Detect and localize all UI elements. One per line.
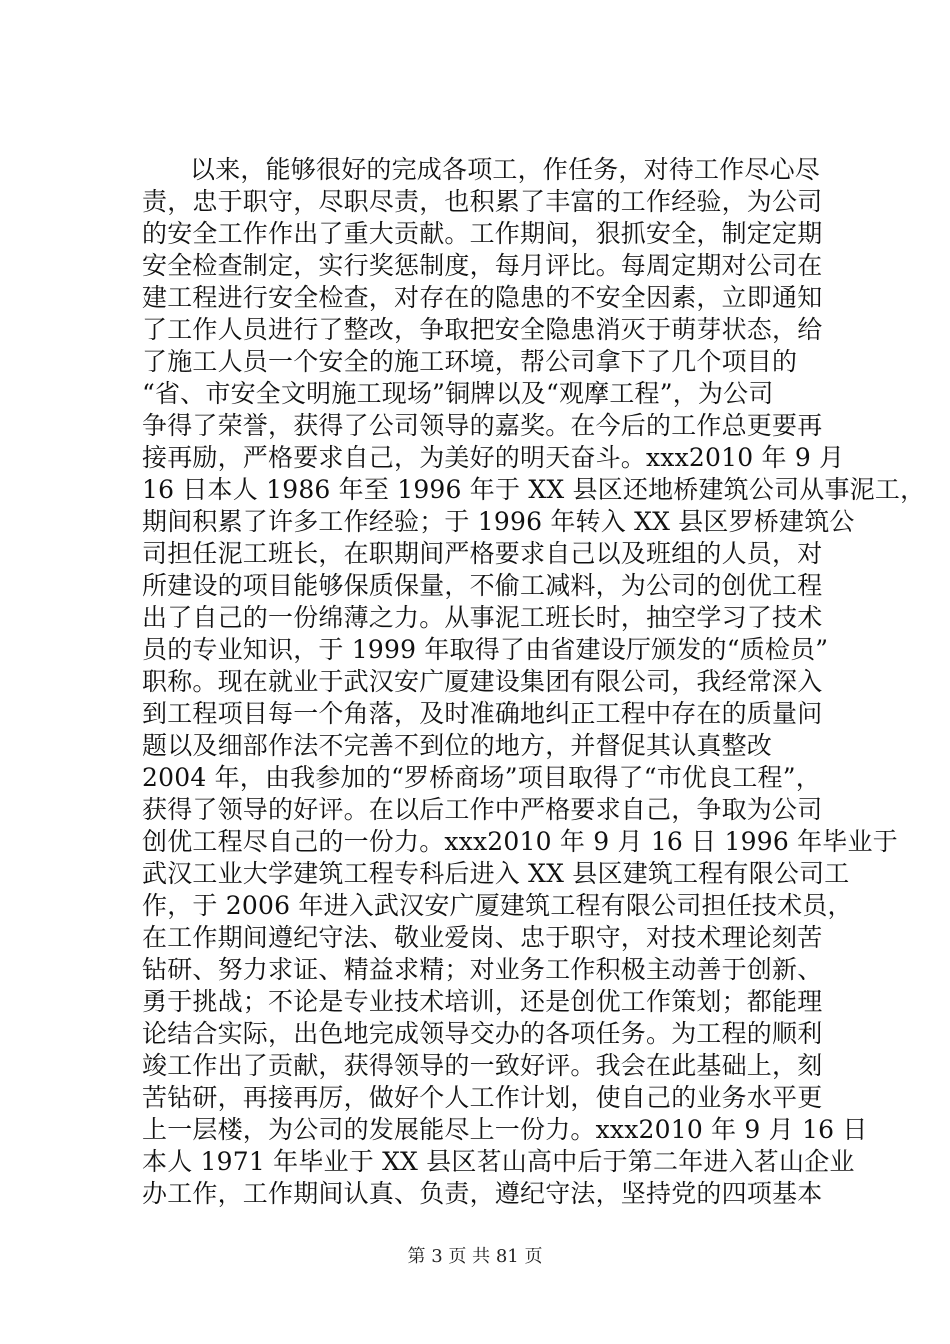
text-line: 钻研、努力求证、精益求精；对业务工作积极主动善于创新、 <box>142 955 823 984</box>
text-line: 员的专业知识，于 1999 年取得了由省建设厅颁发的“质检员” <box>142 635 829 664</box>
text-line: 建工程进行安全检查，对存在的隐患的不安全因素，立即通知 <box>142 283 823 312</box>
text-line: 武汉工业大学建筑工程专科后进入 XX 县区建筑工程有限公司工 <box>142 859 850 888</box>
text-line: 办工作，工作期间认真、负责，遵纪守法，坚持党的四项基本 <box>142 1179 823 1208</box>
text-line: 了工作人员进行了整改，争取把安全隐患消灭于萌芽状态，给 <box>142 315 823 344</box>
text-line: 论结合实际，出色地完成领导交办的各项任务。为工程的顺利 <box>142 1019 823 1048</box>
body-text <box>142 154 926 1210</box>
text-line: 题以及细部作法不完善不到位的地方，并督促其认真整改 <box>142 731 773 760</box>
text-line: 创优工程尽自己的一份力。xxx2010 年 9 月 16 日 1996 年毕业于 <box>142 827 898 856</box>
text-line: 责，忠于职守，尽职尽责，也积累了丰富的工作经验，为公司 <box>142 187 823 216</box>
text-line: 接再励，严格要求自己，为美好的明天奋斗。xxx2010 年 9 月 <box>142 443 845 472</box>
page-number-footer: 第 3 页 共 81 页 <box>407 1246 543 1267</box>
text-line: 上一层楼，为公司的发展能尽上一份力。xxx2010 年 9 月 16 日 <box>142 1115 868 1144</box>
text-line: 勇于挑战；不论是专业技术培训，还是创优工作策划；都能理 <box>142 987 823 1016</box>
text-line: 出了自己的一份绵薄之力。从事泥工班长时，抽空学习了技术 <box>142 603 823 632</box>
text-line: 所建设的项目能够保质保量，不偷工减料，为公司的创优工程 <box>142 571 823 600</box>
text-line: “省、市安全文明施工现场”铜牌以及“观摩工程”，为公司 <box>142 379 774 408</box>
text-line: 安全检查制定，实行奖惩制度，每月评比。每周定期对公司在 <box>142 251 823 280</box>
text-line: 司担任泥工班长，在职期间严格要求自己以及班组的人员，对 <box>142 539 823 568</box>
text-line: 到工程项目每一个角落，及时准确地纠正工程中存在的质量问 <box>142 699 823 728</box>
text-line: 的安全工作作出了重大贡献。工作期间，狠抓安全，制定定期 <box>142 219 823 248</box>
text-line: 以来，能够很好的完成各项工，作任务，对待工作尽心尽 <box>190 155 821 184</box>
text-line: 获得了领导的好评。在以后工作中严格要求自己，争取为公司 <box>142 795 823 824</box>
text-line: 期间积累了许多工作经验；于 1996 年转入 XX 县区罗桥建筑公 <box>142 507 855 536</box>
text-line: 竣工作出了贡献，获得领导的一致好评。我会在此基础上，刻 <box>142 1051 823 1080</box>
text-line: 在工作期间遵纪守法、敬业爱岗、忠于职守，对技术理论刻苦 <box>142 923 823 952</box>
text-line: 16 日本人 1986 年至 1996 年于 XX 县区还地桥建筑公司从事泥工， <box>142 475 926 504</box>
text-line: 苦钻研，再接再厉，做好个人工作计划，使自己的业务水平更 <box>142 1083 823 1112</box>
text-line: 本人 1971 年毕业于 XX 县区茗山高中后于第二年进入茗山企业 <box>142 1147 855 1176</box>
text-line: 职称。现在就业于武汉安广厦建设集团有限公司，我经常深入 <box>142 667 823 696</box>
text-line: 作，于 2006 年进入武汉安广厦建筑工程有限公司担任技术员， <box>142 891 853 920</box>
text-line: 2004 年，由我参加的“罗桥商场”项目取得了“市优良工程”， <box>142 763 821 792</box>
text-line: 争得了荣誉，获得了公司领导的嘉奖。在今后的工作总更要再 <box>142 411 823 440</box>
text-line: 了施工人员一个安全的施工环境，帮公司拿下了几个项目的 <box>142 347 798 376</box>
